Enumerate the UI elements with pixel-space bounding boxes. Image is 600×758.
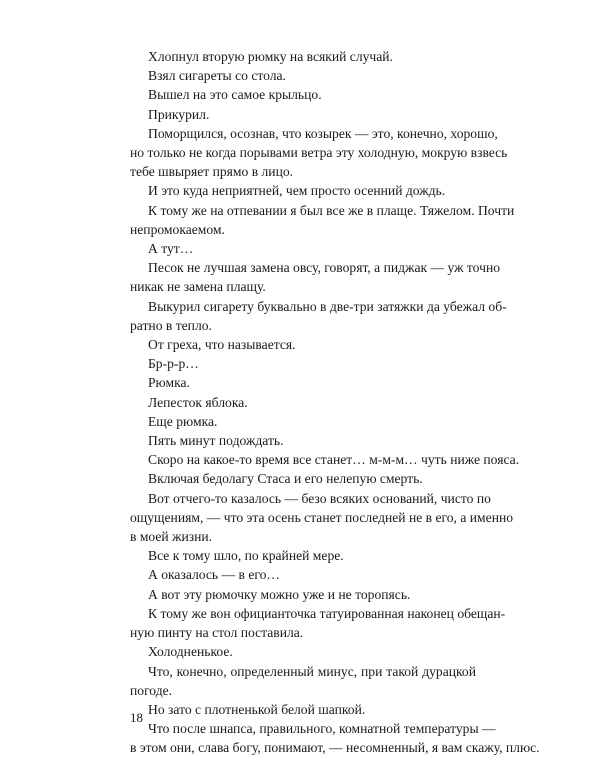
text-line: в моей жизни. bbox=[130, 529, 213, 545]
text-line: Выкурил сигарету буквально в две-три затяжки да убежал об- bbox=[148, 298, 507, 314]
text-line: Рюмка. bbox=[148, 375, 190, 391]
text-line: От греха, что называется. bbox=[148, 337, 296, 353]
text-line: Холодненькое. bbox=[148, 644, 233, 660]
text-line: Все к тому шло, по крайней мере. bbox=[148, 548, 344, 564]
page-number: 18 bbox=[130, 710, 143, 725]
text-line: К тому же вон официанточка татуированная наконец обещан- bbox=[148, 605, 506, 621]
text-line: Еще рюмка. bbox=[148, 413, 218, 429]
text-line: Лепесток яблока. bbox=[148, 394, 248, 410]
text-line: Пять минут подождать. bbox=[148, 433, 284, 449]
text-line: Что после шнапса, правильного, комнатной температуры — bbox=[148, 721, 496, 737]
text-line: Что, конечно, определенный минус, при такой дурацкой bbox=[148, 663, 476, 679]
text-line: А оказалось — в его… bbox=[148, 567, 280, 583]
text-line: Хлопнул вторую рюмку на всякий случай. bbox=[148, 49, 393, 64]
text-line: К тому же на отпевании я был все же в плаще. Тяжелом. Почти bbox=[148, 202, 515, 218]
text-line: в этом они, слава богу, понимают, — несомненный, я вам скажу, плюс. bbox=[130, 740, 540, 756]
text-line: Бр-р-р… bbox=[148, 356, 199, 372]
text-line: ратно в тепло. bbox=[130, 317, 212, 333]
text-line: никак не замена плащу. bbox=[130, 279, 266, 295]
text-line: Песок не лучшая замена овсу, говорят, а пиджак — уж точно bbox=[148, 260, 501, 276]
text-line: погоде. bbox=[130, 682, 173, 698]
text-line: тебе швыряет прямо в лицо. bbox=[130, 164, 294, 180]
text-line: ощущениям, — что эта осень станет последней не в его, а именно bbox=[130, 509, 514, 525]
text-line: Вот отчего-то казалось — безо всяких оснований, чисто по bbox=[148, 490, 491, 506]
text-line: А тут… bbox=[148, 241, 194, 257]
text-line: но только не когда порывами ветра эту холодную, мокрую взвесь bbox=[130, 145, 508, 161]
body-text bbox=[130, 47, 540, 758]
text-line: Поморщился, осознав, что козырек — это, конечно, хорошо, bbox=[148, 125, 498, 141]
text-line: Включая бедолагу Стаса и его нелепую смерть. bbox=[148, 471, 423, 487]
text-line: ную пинту на стол поставила. bbox=[130, 625, 304, 641]
text-line: Прикурил. bbox=[148, 106, 210, 122]
text-line: непромокаемом. bbox=[130, 221, 225, 237]
text-line: Вышел на это самое крыльцо. bbox=[148, 87, 322, 103]
text-line: Скоро на какое-то время все станет… м-м-м… чуть ниже пояса. bbox=[148, 452, 520, 468]
text-line: А вот эту рюмочку можно уже и не торопясь. bbox=[148, 586, 411, 602]
text-line: Но зато с плотненькой белой шапкой. bbox=[148, 701, 366, 717]
text-line: Взял сигареты со стола. bbox=[148, 68, 286, 84]
text-line: И это куда неприятней, чем просто осенний дождь. bbox=[148, 183, 446, 199]
